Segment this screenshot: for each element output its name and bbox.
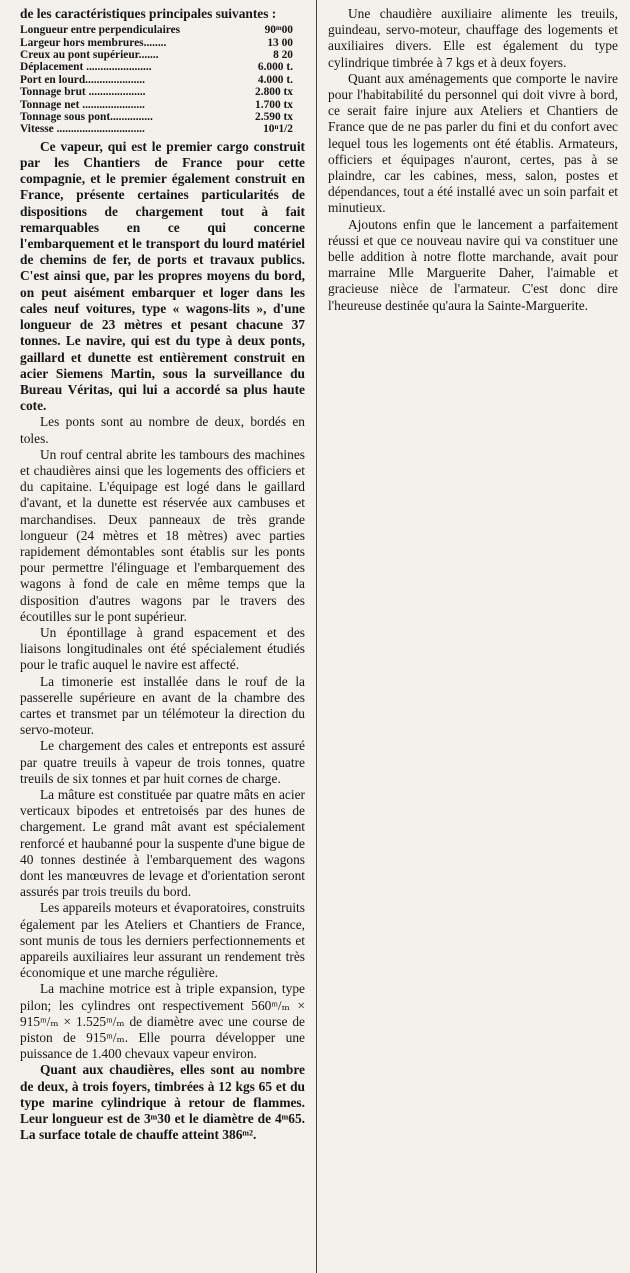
spec-value: 6.000 t.: [257, 61, 293, 74]
paragraph-engines: Les appareils moteurs et évaporatoires, construits également par les Ateliers et Chantiers de France, sont munis de tous les derniers perfectionnements et appareils auxiliaires leur assurant un rendement très économique et une marche régulière.: [20, 900, 305, 981]
paragraph-auxiliary-boiler: Une chaudière auxiliaire alimente les treuils, guindeau, servo-moteur, chauffage des logements et auxiliaires divers. Elle est également du type cylindrique timbrée à 7 kgs et à deux foyers.: [328, 6, 618, 70]
spec-row: [20, 37, 305, 49]
paragraph-decks: Les ponts sont au nombre de deux, bordés en toles.: [20, 414, 305, 446]
paragraph-pillaring: Un épontillage à grand espacement et des liaisons longitudinales ont été spécialement étudiés pour le trafic auquel le navire est affecté.: [20, 624, 305, 673]
spec-label: Creux au pont supérieur.......: [20, 49, 159, 62]
spec-row: [20, 86, 305, 98]
spec-row: [20, 99, 305, 111]
spec-value: 13 00: [267, 36, 293, 49]
spec-value: 4.000 t.: [257, 73, 293, 86]
spec-label: Tonnage brut ....................: [20, 86, 146, 99]
spec-row: [20, 61, 305, 73]
spec-label: Longueur entre perpendiculaires: [20, 24, 181, 37]
spec-label: Tonnage net ......................: [20, 98, 145, 111]
specs-intro: de les caractéristiques principales suivantes :: [20, 6, 277, 21]
column-divider: [316, 0, 317, 1273]
spec-label: Largeur hors membrures........: [20, 36, 167, 49]
spec-value: 2.800 tx: [255, 86, 293, 99]
spec-value: 8 20: [273, 49, 293, 62]
paragraph-boilers: Quant aux chaudières, elles sont au nombre de deux, à trois foyers, timbrées à 12 kgs 65 et du type marine cylindrique à retour de flammes. Leur longueur est de 3ᵐ30 et le diamètre de 4ᵐ65. La surface totale de chauffe atteint 386ᵐ².: [20, 1062, 305, 1143]
paragraph-central-deckhouse: Un rouf central abrite les tambours des machines et chaudières ainsi que les logements des officiers et du capitaine. L'équipage est logé dans le gaillard d'avant, et la dunette est réservée aux cambuses et marchandises. Deux panneaux de très grande longueur (24 mètres et 18 mètres) avec parties rapidement démontables sont établis sur les ponts pour permettre l'élinguage et l'embarquement des wagons à fond de cale en même temps que la disposition d'autres wagons par le travers des écoutilles sur le pont supérieur.: [20, 446, 305, 624]
spec-value: 90ᵐ00: [264, 24, 293, 37]
left-column: [20, 6, 305, 1143]
spec-value: 1.700 tx: [255, 98, 293, 111]
paragraph-ship-description: Ce vapeur, qui est le premier cargo construit par les Chantiers de France pour cette compagnie, et le premier également construit en France, présente certaines particularités de dispositions de chargement tout à fait remarquables en ce qui concerne l'embarquement et le transport du lourd matériel de chemins de fer, de ports et travaux publics. C'est ainsi que, par les propres moyens du bord, on peut aisément embarquer et loger dans les cales neuf voitures, type « wagons-lits », d'une longueur de 23 mètres et pesant chacune 37 tonnes. Le navire, qui est du type à deux ponts, gaillard et dunette est entièrement construit en acier Siemens Martin, sous la surveillance du Bureau Véritas, qui lui a accordé sa plus haute cote.: [20, 138, 305, 414]
spec-label: Vitesse ...............................: [20, 123, 145, 136]
paragraph-wheelhouse: La timonerie est installée dans le rouf de la passerelle supérieure en avant de la chambre des cartes et transmet par un télémoteur la direction du servo-moteur.: [20, 673, 305, 738]
spec-row: [20, 123, 305, 135]
paragraph-masts: La mâture est constituée par quatre mâts en acier verticaux bipodes et entretoisés par des hunes de chargement. Le grand mât avant est spécialement renforcé et haubanné pour la suspente d'une bigue de 40 tonnes destinée à l'embarquement des wagons dont les manœuvres de levage et d'orientation seront assurés par trois treuils du bord.: [20, 786, 305, 900]
paragraph-launch: Ajoutons enfin que le lancement a parfaitement réussi et que ce nouveau navire qui va constituer une belle addition à notre flotte marchande, avait pour marraine Mlle Marguerite Daher, l'aimable et gracieuse nièce de l'armateur. C'est donc dire l'heureuse destinée qu'aura la Sainte-Marguerite.: [328, 216, 618, 313]
spec-label: Déplacement .......................: [20, 61, 152, 74]
spec-label: Port en lourd.....................: [20, 73, 145, 86]
paragraph-accommodation: Quant aux aménagements que comporte le navire pour l'habitabilité du personnel qui doit vivre à bord, ce serait faire injure aux Ateliers et Chantiers de France que de ne pas parler du fini et du confort avec lequel tous les logements ont été établis. Armateurs, officiers et équipages n'auront, certes, pas à se plaindre, car les cabines, mess, salon, postes et dépendances, tout a été installé avec un soin parfait et minutieux.: [328, 70, 618, 216]
paragraph-cargo-handling: Le chargement des cales et entreponts est assuré par quatre treuils à vapeur de trois tonnes, quatre treuils de six tonnes et par huit cornes de charge.: [20, 738, 305, 786]
spec-value: 2.590 tx: [255, 111, 293, 124]
right-column: [328, 6, 618, 314]
spec-row: [20, 74, 305, 86]
spec-label: Tonnage sous pont...............: [20, 111, 153, 124]
spec-row: [20, 111, 305, 123]
spec-row: [20, 49, 305, 61]
spec-value: 10ⁿ1/2: [263, 123, 293, 136]
spec-row: [20, 24, 305, 36]
paragraph-main-engine: La machine motrice est à triple expansion, type pilon; les cylindres ont respectivement 560ᵐ/ₘ × 915ᵐ/ₘ × 1.525ᵐ/ₘ de diamètre avec une course de piston de 915ᵐ/ₘ. Elle pourra développer une puissance de 1.400 chevaux vapeur environ.: [20, 981, 305, 1062]
specs-table: [20, 24, 305, 136]
